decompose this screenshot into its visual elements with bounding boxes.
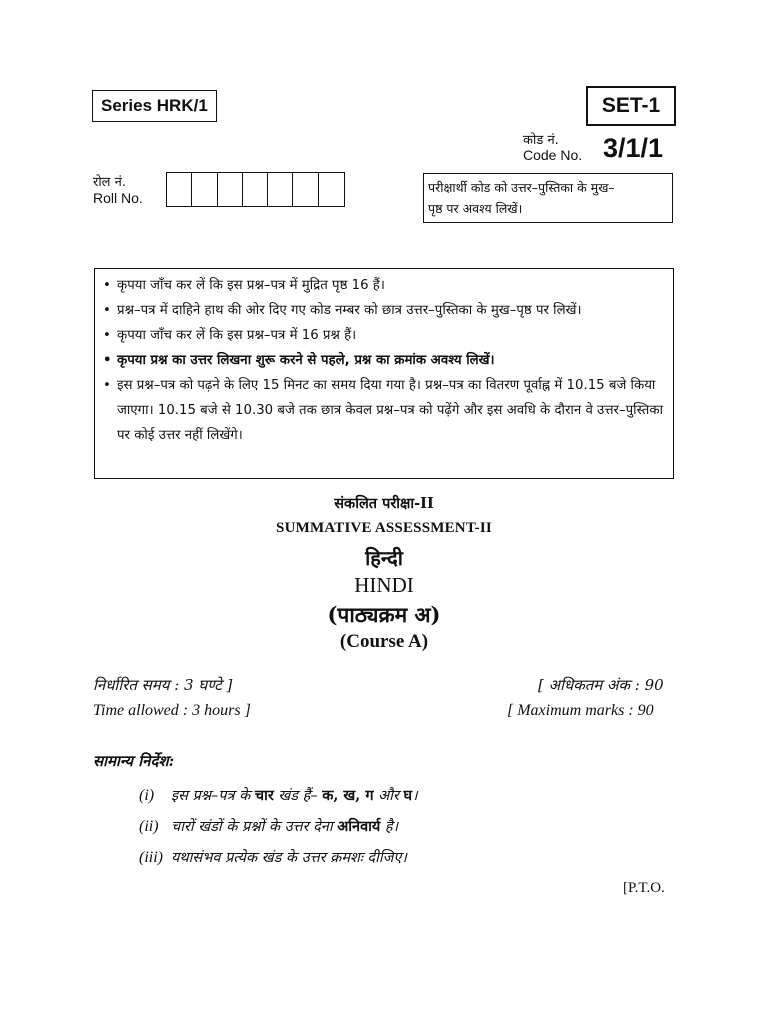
code-label-english: Code No. (523, 147, 583, 163)
course-hindi: (पाठ्यक्रम अ) (327, 602, 441, 627)
roll-number-cell[interactable] (293, 173, 318, 206)
code-number: 3/1/1 (603, 133, 664, 163)
general-instruction-3: (iii) यथासंभव प्रत्येक खंड के उत्तर क्रमशः दीजिए। (139, 849, 407, 866)
max-marks-english: [ Maximum marks : 90 (507, 702, 654, 719)
roll-number-cell[interactable] (218, 173, 243, 206)
instruction-item: • प्रश्न–पत्र में दाहिने हाथ की ओर दिए गए कोड नम्बर को छात्र उत्तर–पुस्तिका के मुख–पृष्ठ पर लिखें। (103, 298, 665, 323)
note-line-2: पृष्ठ पर अवश्य लिखें। (428, 201, 523, 216)
max-marks-hindi: [ अधिकतम अंक : 90 (538, 676, 664, 694)
instruction-item: • कृपया जाँच कर लें कि इस प्रश्न–पत्र में मुद्रित पृष्ठ 16 हैं। (103, 273, 665, 298)
note-line-1: परीक्षार्थी कोड को उत्तर–पुस्तिका के मुख– (428, 180, 615, 195)
subject-english: HINDI (354, 573, 414, 597)
exam-title-hindi: संकलित परीक्षा-II (334, 495, 434, 512)
please-turn-over: [P.T.O. (623, 880, 665, 896)
series-label: Series HRK/1 (92, 90, 217, 122)
time-allowed-hindi: निर्धारित समय : 3 घण्टे ] (93, 676, 233, 694)
roll-label-hindi: रोल नं. (93, 175, 126, 190)
roll-number-cell[interactable] (167, 173, 192, 206)
roll-number-cell[interactable] (319, 173, 344, 206)
candidate-code-note (423, 173, 673, 223)
general-instruction-2: (ii) चारों खंडों के प्रश्नों के उत्तर देना अनिवार्य है। (139, 818, 399, 835)
instruction-number: (i) (139, 787, 155, 804)
set-label: SET-1 (586, 86, 676, 126)
instruction-item: • इस प्रश्न–पत्र को पढ़ने के लिए 15 मिनट का समय दिया गया है। प्रश्न–पत्र का वितरण पूर्वाह्न में 10.15 बजे किया जाएगा। 10.15 बजे से 10.30 बजे तक छात्र केवल प्रश्न–पत्र को पढ़ेंगे और इस अवधि के दौरान वे उत्तर–पुस्तिका पर कोई उत्तर नहीं लिखेंगे। (103, 373, 665, 448)
instruction-item: • कृपया जाँच कर लें कि इस प्रश्न–पत्र में 16 प्रश्न हैं। (103, 323, 665, 348)
instruction-number: (ii) (139, 818, 159, 835)
code-label-hindi: कोड नं. (523, 133, 559, 148)
time-allowed-english: Time allowed : 3 hours ] (93, 702, 251, 719)
course-english: (Course A) (339, 631, 429, 652)
roll-number-cell[interactable] (268, 173, 293, 206)
subject-hindi: हिन्दी (365, 546, 403, 570)
roll-number-cell[interactable] (243, 173, 268, 206)
exam-title-english: SUMMATIVE ASSESSMENT-II (276, 520, 492, 536)
instructions-box (94, 268, 674, 479)
instruction-item: • कृपया प्रश्न का उत्तर लिखना शुरू करने से पहले, प्रश्न का क्रमांक अवश्य लिखें। (103, 348, 665, 373)
roll-number-cell[interactable] (192, 173, 217, 206)
instruction-number: (iii) (139, 849, 163, 866)
general-instructions-heading: सामान्य निर्देश: (93, 752, 175, 770)
roll-label-english: Roll No. (93, 190, 143, 206)
general-instruction-1: (i) इस प्रश्न–पत्र के चार खंड हैं– क, ख, ग और घ। (139, 787, 418, 804)
roll-number-boxes[interactable] (166, 172, 345, 207)
